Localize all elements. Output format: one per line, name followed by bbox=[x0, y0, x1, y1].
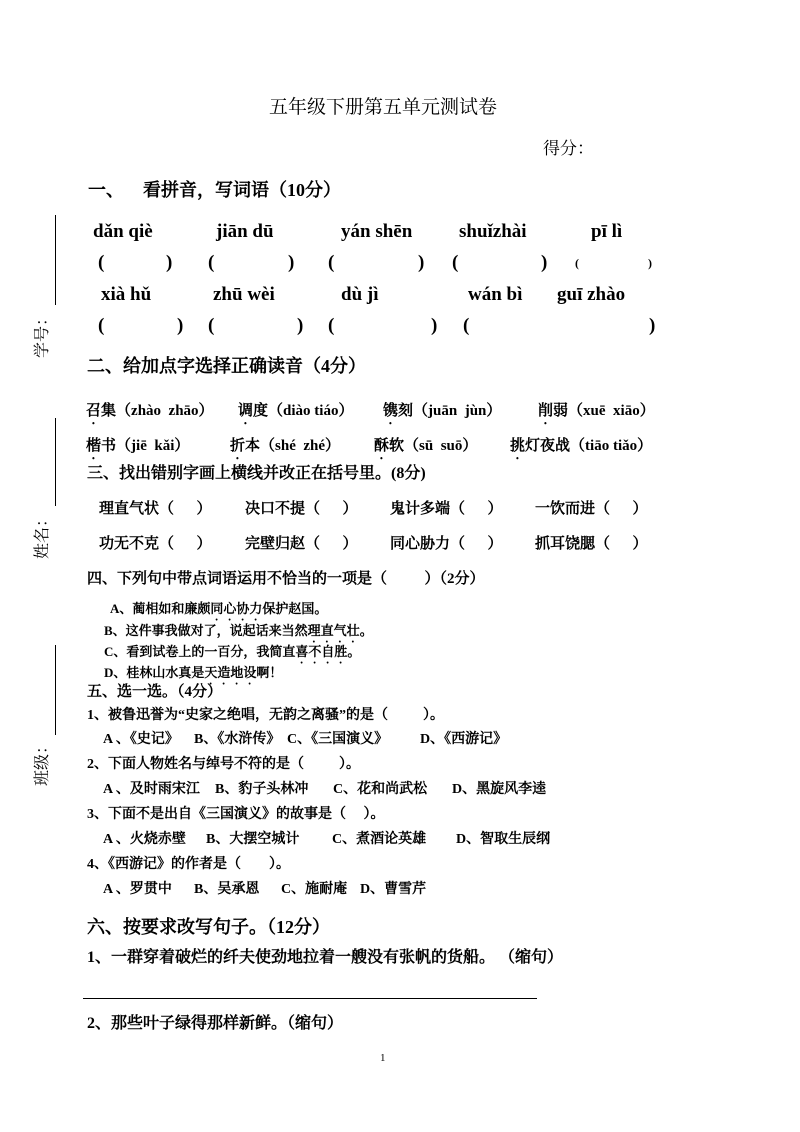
dotted-char: 酥 bbox=[374, 438, 390, 454]
typo-phrase: 鬼计多端（ ） bbox=[390, 501, 503, 517]
option-d: D、智取生辰纲 bbox=[456, 832, 551, 847]
word-rest: 书 bbox=[101, 438, 117, 454]
bracket-close: ) bbox=[288, 252, 295, 273]
dotted-char: 调 bbox=[238, 403, 254, 419]
section4-heading: 四、下列句中带点词语运用不恰当的一项是（ ）（2分） bbox=[87, 571, 485, 587]
typo-phrase: 完壁归赵（ ） bbox=[245, 536, 358, 552]
option-b: B、大摆空城计 bbox=[206, 832, 300, 847]
question-text: 1、被鲁迅誉为“史家之绝唱，无韵之离骚”的是（ ）。 bbox=[87, 708, 444, 723]
pinyin-item: guī zhào bbox=[557, 284, 626, 305]
option-b: B、吴承恩 bbox=[194, 882, 260, 897]
question-text: 4、《西游记》的作者是（ ）。 bbox=[87, 857, 290, 872]
dotted-char: 楷 bbox=[86, 438, 102, 454]
reading-options: （jiē kǎi） bbox=[116, 438, 190, 454]
bracket-close: ) bbox=[177, 315, 184, 336]
sentence-pre: C、看到试卷上的一百分，我简直 bbox=[104, 644, 296, 659]
score-label: 得分： bbox=[543, 139, 594, 158]
word-rest: 灯夜战 bbox=[525, 438, 571, 454]
dotted-phrase: 天造地设 bbox=[204, 665, 257, 680]
dotted-phrase: 理直气壮 bbox=[307, 623, 360, 638]
option-c: C、花和尚武松 bbox=[333, 782, 428, 797]
word-rest: 软 bbox=[389, 438, 405, 454]
student-id-line bbox=[55, 215, 56, 305]
bracket-open: ( bbox=[452, 252, 459, 273]
typo-phrase: 功无不克（ ） bbox=[99, 536, 212, 552]
bracket-close: ) bbox=[541, 252, 548, 273]
bracket-open: ( bbox=[328, 315, 335, 336]
reading-item bbox=[230, 438, 340, 463]
bracket-close: ) bbox=[166, 252, 173, 273]
dotted-char: 召 bbox=[86, 403, 102, 419]
typo-phrase: 一饮而进（ ） bbox=[535, 501, 648, 517]
pinyin-item: jiān dū bbox=[216, 221, 274, 242]
pinyin-item: shuǐzhài bbox=[459, 221, 527, 242]
bracket-open: ( bbox=[98, 315, 105, 336]
reading-options: （tiāo tiǎo） bbox=[570, 438, 653, 454]
option-c: C、煮酒论英雄 bbox=[332, 832, 427, 847]
option-a: A 、火烧赤壁 bbox=[103, 832, 186, 847]
reading-options: （juān jùn） bbox=[413, 403, 502, 419]
student-id-label: 学号： bbox=[34, 310, 51, 359]
sentence-post: 保护赵国。 bbox=[262, 601, 328, 616]
reading-item bbox=[374, 438, 477, 463]
option-b: B、豹子头林冲 bbox=[215, 782, 309, 797]
reading-item bbox=[383, 403, 501, 428]
section1-number: 一、 bbox=[88, 180, 124, 200]
choice-sentence bbox=[104, 644, 360, 667]
option-a: A 、罗贯中 bbox=[103, 882, 172, 897]
question-text: 3、下面不是出自《三国演义》的故事是（ ）。 bbox=[87, 807, 385, 822]
reading-item bbox=[86, 403, 214, 428]
dotted-char: 挑 bbox=[510, 438, 526, 454]
section6-heading: 六、按要求改写句子。（12分） bbox=[87, 917, 330, 937]
reading-options: （xuē xiāo） bbox=[568, 403, 655, 419]
reading-item bbox=[510, 438, 652, 463]
pinyin-item: xià hǔ bbox=[101, 284, 152, 305]
word-rest: 度 bbox=[253, 403, 269, 419]
typo-phrase: 同心胁力（ ） bbox=[390, 536, 503, 552]
option-d: D、黑旋风李逵 bbox=[452, 782, 547, 797]
reading-options: （sū suō） bbox=[404, 438, 478, 454]
sentence-post: 。 bbox=[347, 644, 361, 659]
option-c: C、《三国演义》 bbox=[287, 732, 389, 747]
pinyin-item: pī lì bbox=[591, 221, 623, 242]
dotted-phrase: 同心协力 bbox=[210, 601, 263, 616]
sentence-pre: B、这件事我做对了，说起话来当然 bbox=[104, 623, 308, 638]
bracket-open: ( bbox=[328, 252, 335, 273]
class-line bbox=[55, 645, 56, 735]
option-d: D、曹雪芹 bbox=[360, 882, 427, 897]
pinyin-item: wán bì bbox=[468, 284, 523, 305]
dotted-char: 削 bbox=[538, 403, 554, 419]
sentence-post: 啊！ bbox=[256, 665, 283, 680]
bracket-open: ( bbox=[98, 252, 105, 273]
section2-heading: 二、给加点字选择正确读音（4分） bbox=[87, 356, 366, 376]
sentence-pre: A、蔺相如和廉颇 bbox=[110, 601, 211, 616]
pinyin-item: zhū wèi bbox=[213, 284, 275, 305]
option-b: B、《水浒传》 bbox=[194, 732, 281, 747]
reading-options: （shé zhé） bbox=[260, 438, 341, 454]
choice-sentence bbox=[104, 623, 373, 646]
option-d: D、《西游记》 bbox=[420, 732, 508, 747]
name-line bbox=[55, 418, 56, 506]
rewrite-question-2: 2、那些叶子绿得那样新鲜。（缩句） bbox=[87, 1015, 344, 1032]
bracket-open: ( bbox=[575, 256, 579, 270]
reading-item bbox=[538, 403, 655, 428]
bracket-close: ) bbox=[431, 315, 438, 336]
reading-item bbox=[86, 438, 189, 463]
reading-options: （diào tiáo） bbox=[268, 403, 354, 419]
word-rest: 本 bbox=[245, 438, 261, 454]
section5-heading: 五、选一选。（4分） bbox=[87, 684, 223, 700]
pinyin-item: dù jì bbox=[341, 284, 379, 305]
reading-item bbox=[238, 403, 353, 428]
bracket-close: ) bbox=[648, 256, 652, 270]
bracket-open: ( bbox=[463, 315, 470, 336]
pinyin-item: yán shēn bbox=[341, 221, 413, 242]
bracket-close: ) bbox=[418, 252, 425, 273]
option-a: A 、《史记》 bbox=[103, 732, 179, 747]
bracket-open: ( bbox=[208, 252, 215, 273]
bracket-close: ) bbox=[297, 315, 304, 336]
choice-sentence bbox=[110, 601, 327, 624]
word-rest: 集 bbox=[101, 403, 117, 419]
sentence-post: 。 bbox=[359, 623, 373, 638]
word-rest: 刻 bbox=[398, 403, 414, 419]
answer-line bbox=[83, 998, 537, 999]
bracket-close: ) bbox=[649, 315, 656, 336]
class-label: 班级： bbox=[34, 738, 51, 787]
typo-phrase: 理直气状（ ） bbox=[99, 501, 212, 517]
question-text: 2、下面人物姓名与绰号不符的是（ ）。 bbox=[87, 757, 360, 772]
page-number: 1 bbox=[380, 1052, 386, 1064]
option-a: A 、及时雨宋江 bbox=[103, 782, 200, 797]
page-title: 五年级下册第五单元测试卷 bbox=[269, 97, 498, 118]
typo-phrase: 决口不提（ ） bbox=[245, 501, 358, 517]
section1-heading: 看拼音，写词语（10分） bbox=[143, 180, 341, 200]
sentence-pre: D、桂林山水真是 bbox=[104, 665, 205, 680]
section3-heading: 三、找出错别字画上横线并改正在括号里。(8分) bbox=[87, 465, 426, 482]
dotted-char: 镌 bbox=[383, 403, 399, 419]
bracket-open: ( bbox=[208, 315, 215, 336]
reading-options: （zhào zhāo） bbox=[116, 403, 214, 419]
pinyin-item: dǎn qiè bbox=[93, 221, 153, 242]
word-rest: 弱 bbox=[553, 403, 569, 419]
rewrite-question-1: 1、一群穿着破烂的纤夫使劲地拉着一艘没有张帆的货船。 （缩句） bbox=[87, 949, 564, 966]
dotted-char: 折 bbox=[230, 438, 246, 454]
name-label: 姓名： bbox=[34, 511, 51, 560]
option-c: C、施耐庵 bbox=[281, 882, 348, 897]
dotted-phrase: 喜不自胜 bbox=[295, 644, 348, 659]
typo-phrase: 抓耳饶腮（ ） bbox=[535, 536, 648, 552]
